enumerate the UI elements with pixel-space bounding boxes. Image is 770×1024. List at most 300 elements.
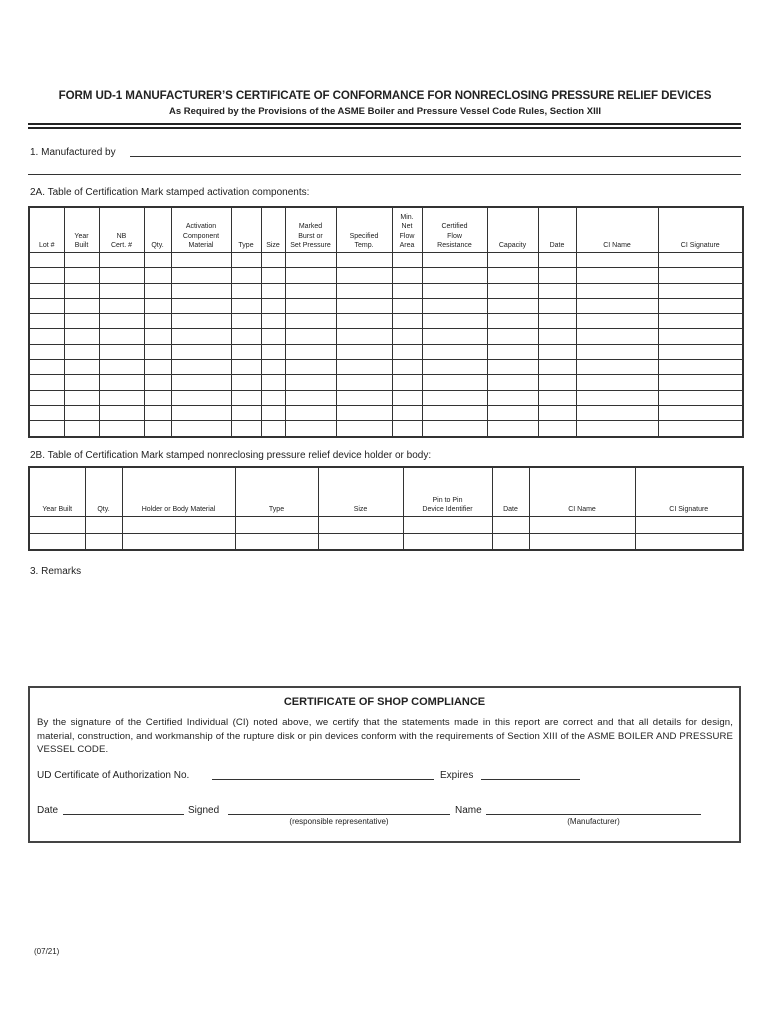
table-2a-column-header <box>392 207 422 253</box>
table-2a-column-header <box>422 207 487 253</box>
table-2a-cell[interactable] <box>576 268 658 283</box>
table-2a-column-header-line: Material <box>188 241 214 249</box>
table-2a-cell[interactable] <box>538 390 576 405</box>
table-2a-cell[interactable] <box>171 344 231 359</box>
table-2b-cell[interactable] <box>403 517 492 534</box>
table-2a-cell[interactable] <box>29 405 64 420</box>
table-2b-cell[interactable] <box>529 533 635 550</box>
table-2b-column-header-line: CI Signature <box>669 505 709 513</box>
table-2a-cell[interactable] <box>336 375 392 390</box>
table-2a-cell[interactable] <box>336 329 392 344</box>
table-2a-cell[interactable] <box>144 253 171 268</box>
table-2a-cell[interactable] <box>392 329 422 344</box>
table-2b-cell[interactable] <box>85 517 122 534</box>
table-2a-column-header-line: Resistance <box>437 241 472 249</box>
table-2a-cell[interactable] <box>576 375 658 390</box>
table-2a-column-header-line: Set Pressure <box>290 241 331 249</box>
table-2a-column-header-line: Component <box>182 232 220 240</box>
table-2a-cell[interactable] <box>336 268 392 283</box>
table-2a-row <box>29 298 743 313</box>
table-2a-cell[interactable] <box>231 375 261 390</box>
certificate-text: By the signature of the Certified Individual (CI) noted above, we certify that the statements made in this report are correct and that all details for design, material, construction, and workmanship of the rupture disk or pin devices conform with the requirements of Section XIII of the ASME BOILER AND PRESSURE VESSEL CODE. <box>37 717 733 756</box>
signed-line[interactable] <box>228 814 450 815</box>
table-2a-cell[interactable] <box>285 390 336 405</box>
table-2a-cell[interactable] <box>487 283 538 298</box>
table-2a-cell[interactable] <box>336 253 392 268</box>
table-2b-row <box>29 517 743 534</box>
table-2a-cell[interactable] <box>576 390 658 405</box>
table-2b-column-header <box>403 467 492 517</box>
table-2a-cell[interactable] <box>487 268 538 283</box>
authorization-number-line[interactable] <box>212 779 434 780</box>
table-2a-cell[interactable] <box>99 253 144 268</box>
table-2b-column-header-line: Date <box>503 505 518 513</box>
table-2a-cell[interactable] <box>261 390 285 405</box>
table-2a-cell[interactable] <box>64 344 99 359</box>
table-2a-column-header <box>261 207 285 253</box>
table-2a-column-header-line: Marked <box>298 223 323 231</box>
table-2b-cell[interactable] <box>492 517 529 534</box>
table-2a-cell[interactable] <box>487 329 538 344</box>
table-2a-cell[interactable] <box>231 421 261 437</box>
table-2a-cell[interactable] <box>576 421 658 437</box>
table-2a-cell[interactable] <box>285 344 336 359</box>
table-2b-column-header <box>635 467 743 517</box>
table-2a-cell[interactable] <box>392 268 422 283</box>
certificate-title: CERTIFICATE OF SHOP COMPLIANCE <box>283 696 486 708</box>
table-2b-column-header <box>29 467 85 517</box>
table-2a-cell[interactable] <box>538 314 576 329</box>
table-2a-cell[interactable] <box>658 375 743 390</box>
remarks-label: 3. Remarks <box>30 566 82 577</box>
table-2a-column-header <box>64 207 99 253</box>
table-2a-row <box>29 375 743 390</box>
table-2a-column-header-line: Year <box>74 232 89 240</box>
table-2a-cell[interactable] <box>392 421 422 437</box>
table-2a-cell[interactable] <box>231 390 261 405</box>
table-2a-column-header-line: Type <box>238 241 254 249</box>
table-2a-cell[interactable] <box>29 421 64 437</box>
table-2a-cell[interactable] <box>29 314 64 329</box>
table-2a-cell[interactable] <box>576 329 658 344</box>
table-2a-cell[interactable] <box>487 421 538 437</box>
table-2a-cell[interactable] <box>392 283 422 298</box>
table-2a-cell[interactable] <box>64 360 99 375</box>
table-2a-cell[interactable] <box>285 421 336 437</box>
table-2a-column-header <box>144 207 171 253</box>
form-subtitle: As Required by the Provisions of the ASME Boiler and Pressure Vessel Code Rules, Section XIII <box>168 106 602 117</box>
table-2b-cell[interactable] <box>122 517 235 534</box>
table-2a-cell[interactable] <box>261 375 285 390</box>
table-2a-cell[interactable] <box>171 283 231 298</box>
table-2a-cell[interactable] <box>422 283 487 298</box>
table-2a-row <box>29 390 743 405</box>
table-2a-cell[interactable] <box>99 283 144 298</box>
table-2a-cell[interactable] <box>336 390 392 405</box>
table-2a-cell[interactable] <box>487 405 538 420</box>
table-2a-cell[interactable] <box>658 253 743 268</box>
table-2a-cell[interactable] <box>285 375 336 390</box>
table-2a-cell[interactable] <box>576 360 658 375</box>
table-2a-cell[interactable] <box>99 360 144 375</box>
table-2a-cell[interactable] <box>261 268 285 283</box>
table-2a-cell[interactable] <box>422 390 487 405</box>
table-2a-cell[interactable] <box>64 375 99 390</box>
signed-label: Signed <box>188 805 220 816</box>
table-2b-column-header <box>318 467 403 517</box>
table-2b-header-row <box>29 467 743 517</box>
table-2a-cell[interactable] <box>422 360 487 375</box>
table-2a-cell[interactable] <box>538 298 576 313</box>
header-rule-top <box>28 123 741 125</box>
table-2a-cell[interactable] <box>422 375 487 390</box>
table-2b-caption: 2B. Table of Certification Mark stamped nonreclosing pressure relief device holder or body: <box>30 450 432 461</box>
table-2b-column-header-line: Size <box>353 505 368 513</box>
table-2a-row <box>29 314 743 329</box>
table-2a-cell[interactable] <box>538 360 576 375</box>
table-2a-cell[interactable] <box>231 405 261 420</box>
signed-caption: (responsible representative) <box>289 817 389 826</box>
table-2a-cell[interactable] <box>658 329 743 344</box>
table-2a-cell[interactable] <box>538 268 576 283</box>
table-2a-column-header-line: CI Name <box>603 241 631 249</box>
table-2b-cell[interactable] <box>635 533 743 550</box>
table-2a-cell[interactable] <box>336 360 392 375</box>
table-2a-cell[interactable] <box>576 314 658 329</box>
table-2b-cell[interactable] <box>318 517 403 534</box>
table-2a-cell[interactable] <box>261 314 285 329</box>
table-2a-cell[interactable] <box>487 375 538 390</box>
form-title: FORM UD-1 MANUFACTURER’S CERTIFICATE OF CONFORMANCE FOR NONRECLOSING PRESSURE RELIEF DEVICES <box>58 89 712 102</box>
table-2a-column-header-line: Burst or <box>298 232 323 240</box>
table-2a-cell[interactable] <box>422 405 487 420</box>
table-2a-cell[interactable] <box>231 329 261 344</box>
table-2a <box>28 206 744 438</box>
table-2a-cell[interactable] <box>29 375 64 390</box>
table-2a-cell[interactable] <box>29 268 64 283</box>
table-2a-cell[interactable] <box>144 360 171 375</box>
manufactured-by-line-2[interactable] <box>28 174 741 175</box>
table-2a-cell[interactable] <box>231 314 261 329</box>
manufactured-by-label: 1. Manufactured by <box>30 147 116 158</box>
table-2a-cell[interactable] <box>285 268 336 283</box>
table-2a-cell[interactable] <box>538 253 576 268</box>
table-2a-cell[interactable] <box>392 314 422 329</box>
table-2a-row <box>29 405 743 420</box>
table-2b-column-header-line: Year Built <box>42 505 73 513</box>
table-2a-row <box>29 344 743 359</box>
table-2b-cell[interactable] <box>492 533 529 550</box>
table-2a-cell[interactable] <box>336 298 392 313</box>
table-2a-column-header-line: Certified <box>441 223 468 231</box>
table-2b-column-header-line: CI Name <box>568 505 596 513</box>
table-2a-column-header <box>231 207 261 253</box>
table-2a-cell[interactable] <box>29 344 64 359</box>
table-2a-cell[interactable] <box>658 390 743 405</box>
table-2a-cell[interactable] <box>99 314 144 329</box>
table-2a-cell[interactable] <box>261 253 285 268</box>
date-label: Date <box>37 805 59 816</box>
table-2a-cell[interactable] <box>285 314 336 329</box>
table-2b-column-header <box>85 467 122 517</box>
table-2a-cell[interactable] <box>658 268 743 283</box>
table-2a-column-header-line: Temp. <box>354 241 374 249</box>
table-2b-column-header-line: Pin to Pin <box>432 496 463 504</box>
table-2b-cell[interactable] <box>235 517 318 534</box>
table-2a-column-header-line: Date <box>549 241 565 249</box>
table-2a-cell[interactable] <box>231 268 261 283</box>
table-2a-cell[interactable] <box>144 405 171 420</box>
name-label: Name <box>455 805 482 816</box>
table-2b-column-header-line: Qty. <box>97 505 110 513</box>
table-2a-cell[interactable] <box>261 283 285 298</box>
table-2a-cell[interactable] <box>144 329 171 344</box>
table-2a-cell[interactable] <box>658 283 743 298</box>
table-2a-cell[interactable] <box>171 268 231 283</box>
table-2a-cell[interactable] <box>658 298 743 313</box>
table-2a-column-header <box>576 207 658 253</box>
table-2b <box>28 466 744 551</box>
table-2a-cell[interactable] <box>261 421 285 437</box>
table-2a-cell[interactable] <box>285 283 336 298</box>
table-2a-column-header <box>538 207 576 253</box>
table-2b-column-header <box>492 467 529 517</box>
table-2a-cell[interactable] <box>576 405 658 420</box>
table-2a-cell[interactable] <box>171 390 231 405</box>
table-2b-cell[interactable] <box>29 533 85 550</box>
table-2a-cell[interactable] <box>144 283 171 298</box>
table-2a-cell[interactable] <box>171 421 231 437</box>
table-2a-cell[interactable] <box>231 360 261 375</box>
table-2a-cell[interactable] <box>144 375 171 390</box>
table-2a-column-header <box>487 207 538 253</box>
table-2a-cell[interactable] <box>392 375 422 390</box>
table-2a-cell[interactable] <box>336 344 392 359</box>
table-2a-cell[interactable] <box>64 283 99 298</box>
table-2a-row <box>29 283 743 298</box>
table-2a-cell[interactable] <box>576 283 658 298</box>
table-2a-cell[interactable] <box>261 360 285 375</box>
table-2a-cell[interactable] <box>285 329 336 344</box>
expires-label: Expires <box>440 770 474 781</box>
table-2a-cell[interactable] <box>487 253 538 268</box>
table-2b-cell[interactable] <box>29 517 85 534</box>
table-2a-cell[interactable] <box>538 405 576 420</box>
table-2b-cell[interactable] <box>403 533 492 550</box>
table-2a-cell[interactable] <box>487 298 538 313</box>
table-2a-column-header-line: Specified <box>349 232 379 240</box>
table-2a-column-header-line: Flow <box>447 232 462 240</box>
table-2a-cell[interactable] <box>576 344 658 359</box>
table-2a-cell[interactable] <box>422 344 487 359</box>
table-2a-cell[interactable] <box>422 421 487 437</box>
table-2a-cell[interactable] <box>171 253 231 268</box>
table-2b-column-header <box>235 467 318 517</box>
expires-line[interactable] <box>481 779 580 780</box>
table-2a-cell[interactable] <box>29 329 64 344</box>
table-2a-cell[interactable] <box>487 314 538 329</box>
table-2b-cell[interactable] <box>318 533 403 550</box>
table-2a-column-header-line: Net <box>401 223 413 231</box>
table-2a-cell[interactable] <box>336 314 392 329</box>
table-2a-column-header-line: Size <box>266 241 280 249</box>
table-2a-column-header-line: Flow <box>399 232 415 240</box>
table-2a-column-header-line: Min. <box>400 214 414 222</box>
table-2a-column-header <box>29 207 64 253</box>
table-2a-cell[interactable] <box>658 314 743 329</box>
table-2a-row <box>29 253 743 268</box>
table-2a-column-header-line: NB <box>116 232 127 240</box>
manufactured-by-line[interactable] <box>130 156 741 157</box>
table-2b-cell[interactable] <box>85 533 122 550</box>
table-2a-cell[interactable] <box>29 390 64 405</box>
table-2a-column-header <box>336 207 392 253</box>
table-2a-cell[interactable] <box>144 314 171 329</box>
table-2a-cell[interactable] <box>261 298 285 313</box>
date-line[interactable] <box>63 814 184 815</box>
table-2a-cell[interactable] <box>392 390 422 405</box>
table-2b-row <box>29 533 743 550</box>
table-2a-cell[interactable] <box>29 253 64 268</box>
table-2b-column-header <box>529 467 635 517</box>
table-2a-cell[interactable] <box>392 405 422 420</box>
table-2b-cell[interactable] <box>235 533 318 550</box>
revision-date: (07/21) <box>34 947 60 956</box>
table-2a-cell[interactable] <box>261 329 285 344</box>
table-2a-cell[interactable] <box>64 421 99 437</box>
table-2a-row <box>29 421 743 437</box>
table-2a-cell[interactable] <box>64 268 99 283</box>
table-2a-cell[interactable] <box>231 283 261 298</box>
table-2a-cell[interactable] <box>336 405 392 420</box>
table-2a-column-header-line: Area <box>399 241 415 249</box>
table-2a-cell[interactable] <box>538 421 576 437</box>
table-2b-column-header-line: Device Identifier <box>422 505 473 513</box>
table-2b-cell[interactable] <box>529 517 635 534</box>
table-2a-cell[interactable] <box>99 268 144 283</box>
table-2a-cell[interactable] <box>144 390 171 405</box>
table-2a-cell[interactable] <box>285 253 336 268</box>
table-2a-cell[interactable] <box>171 405 231 420</box>
table-2a-cell[interactable] <box>99 329 144 344</box>
table-2a-cell[interactable] <box>64 390 99 405</box>
table-2a-caption: 2A. Table of Certification Mark stamped activation components: <box>30 187 310 198</box>
table-2b-column-header-line: Type <box>268 505 285 513</box>
table-2a-cell[interactable] <box>658 360 743 375</box>
table-2a-cell[interactable] <box>64 329 99 344</box>
table-2a-row <box>29 268 743 283</box>
table-2a-cell[interactable] <box>261 344 285 359</box>
table-2a-cell[interactable] <box>538 344 576 359</box>
table-2a-cell[interactable] <box>538 375 576 390</box>
table-2a-column-header-line: Capacity <box>498 241 527 249</box>
header-rule-bottom <box>28 127 741 129</box>
table-2a-cell[interactable] <box>285 360 336 375</box>
table-2a-cell[interactable] <box>231 298 261 313</box>
table-2a-column-header-line: Cert. # <box>110 241 132 249</box>
table-2a-cell[interactable] <box>576 298 658 313</box>
table-2a-header-row <box>29 207 743 253</box>
table-2a-cell[interactable] <box>658 344 743 359</box>
table-2a-cell[interactable] <box>285 298 336 313</box>
table-2a-column-header <box>99 207 144 253</box>
table-2a-cell[interactable] <box>538 283 576 298</box>
table-2a-cell[interactable] <box>422 329 487 344</box>
table-2a-cell[interactable] <box>392 253 422 268</box>
table-2a-cell[interactable] <box>392 360 422 375</box>
table-2a-cell[interactable] <box>144 421 171 437</box>
table-2a-cell[interactable] <box>99 344 144 359</box>
table-2a-cell[interactable] <box>29 283 64 298</box>
table-2a-cell[interactable] <box>487 360 538 375</box>
table-2a-column-header-line: CI Signature <box>680 241 720 249</box>
table-2a-cell[interactable] <box>29 360 64 375</box>
table-2a-cell[interactable] <box>99 375 144 390</box>
table-2b-column-header-line: Holder or Body Material <box>141 505 216 513</box>
table-2a-cell[interactable] <box>336 283 392 298</box>
table-2b-cell[interactable] <box>122 533 235 550</box>
table-2a-cell[interactable] <box>487 344 538 359</box>
table-2a-cell[interactable] <box>171 375 231 390</box>
table-2a-cell[interactable] <box>231 344 261 359</box>
table-2a-cell[interactable] <box>658 421 743 437</box>
table-2a-cell[interactable] <box>144 268 171 283</box>
table-2a-cell[interactable] <box>144 298 171 313</box>
table-2a-cell[interactable] <box>64 253 99 268</box>
name-caption: (Manufacturer) <box>567 817 620 826</box>
table-2a-cell[interactable] <box>658 405 743 420</box>
table-2a-column-header <box>285 207 336 253</box>
table-2a-cell[interactable] <box>64 298 99 313</box>
table-2a-column-header-line: Activation <box>185 223 217 231</box>
table-2a-row <box>29 329 743 344</box>
table-2a-cell[interactable] <box>171 314 231 329</box>
table-2a-cell[interactable] <box>336 421 392 437</box>
table-2a-cell[interactable] <box>171 360 231 375</box>
table-2a-column-header <box>171 207 231 253</box>
table-2a-cell[interactable] <box>538 329 576 344</box>
table-2a-cell[interactable] <box>64 314 99 329</box>
table-2a-cell[interactable] <box>422 298 487 313</box>
table-2a-cell[interactable] <box>576 253 658 268</box>
table-2a-cell[interactable] <box>171 298 231 313</box>
table-2a-cell[interactable] <box>171 329 231 344</box>
name-line[interactable] <box>486 814 701 815</box>
table-2a-column-header-line: Lot # <box>38 241 55 249</box>
table-2a-cell[interactable] <box>487 390 538 405</box>
table-2a-cell[interactable] <box>285 405 336 420</box>
table-2a-cell[interactable] <box>261 405 285 420</box>
table-2a-cell[interactable] <box>422 253 487 268</box>
table-2a-cell[interactable] <box>422 314 487 329</box>
table-2a-cell[interactable] <box>231 253 261 268</box>
table-2a-cell[interactable] <box>99 405 144 420</box>
table-2a-cell[interactable] <box>144 344 171 359</box>
table-2b-column-header <box>122 467 235 517</box>
table-2a-cell[interactable] <box>392 298 422 313</box>
table-2a-cell[interactable] <box>99 298 144 313</box>
table-2a-cell[interactable] <box>392 344 422 359</box>
table-2a-cell[interactable] <box>422 268 487 283</box>
table-2a-cell[interactable] <box>99 421 144 437</box>
table-2a-cell[interactable] <box>99 390 144 405</box>
table-2a-cell[interactable] <box>29 298 64 313</box>
table-2a-column-header-line: Qty. <box>151 241 164 249</box>
table-2a-row <box>29 360 743 375</box>
table-2a-column-header-line: Built <box>74 241 89 249</box>
table-2b-cell[interactable] <box>635 517 743 534</box>
table-2a-cell[interactable] <box>64 405 99 420</box>
